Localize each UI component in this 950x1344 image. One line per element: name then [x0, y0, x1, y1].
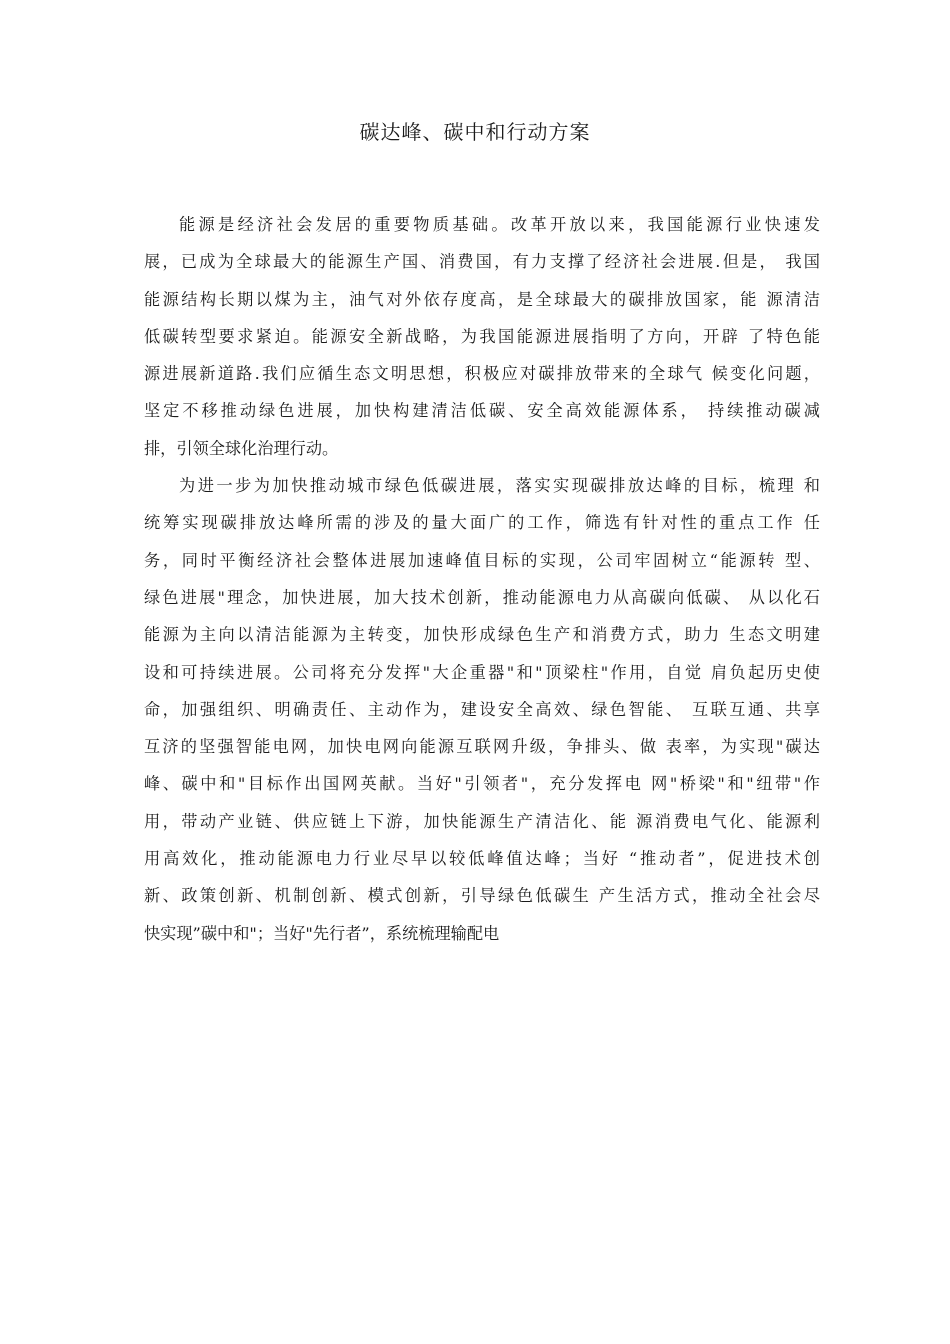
paragraph-2: [144, 471, 820, 956]
paragraph-line: 低碳转型要求紧迫。能源安全新战略，为我国能源进展指明了方向，开辟 了特色能: [144, 326, 820, 346]
document-title: 碳达峰、碳中和行动方案: [359, 120, 591, 144]
paragraph-line: 务，同时平衡经济社会整体进展加速峰值目标的实现，公司牢固树立“能源转 型、: [144, 550, 820, 570]
paragraph-line: 设和可持续进展。公司将充分发挥"大企重器"和"顶梁柱"作用，自觉 肩负起历史使: [144, 662, 820, 682]
paragraph-line: 命，加强组织、明确责任、主动作为，建设安全高效、绿色智能、 互联互通、共享: [144, 699, 820, 719]
paragraph-line: 用，带动产业链、供应链上下游，加快能源生产清洁化、能 源消费电气化、能源利: [144, 811, 820, 831]
paragraph-line: 用高效化，推动能源电力行业尽早以较低峰值达峰；当好 “推动者”，促进技术创: [144, 849, 820, 869]
paragraph-line: 能源为主向以清洁能源为主转变，加快形成绿色生产和消费方式，助力 生态文明建: [144, 625, 820, 645]
paragraph-line: 互济的坚强智能电网，加快电网向能源互联网升级，争排头、做 表率，为实现"碳达: [144, 737, 820, 757]
paragraph-line: 绿色进展"理念，加快进展，加大技术创新，推动能源电力从高碳向低碳、 从以化石: [144, 587, 820, 607]
paragraph-line: 能源结构长期以煤为主，油气对外依存度高，是全球最大的碳排放国家，能 源清洁: [144, 289, 820, 309]
paragraph-line: 为进一步为加快推动城市绿色低碳进展，落实实现碳排放达峰的目标，梳理 和: [179, 476, 820, 496]
paragraph-line: 峰、碳中和"目标作出国网英献。当好"引领者"，充分发挥电 网"桥梁"和"纽带"作: [144, 774, 820, 794]
paragraph-1: [144, 210, 820, 471]
paragraph-line: 坚定不移推动绿色进展，加快构建清洁低碳、安全高效能源体系， 持续推动碳减: [144, 401, 820, 421]
paragraph-line: 新、政策创新、机制创新、模式创新，引导绿色低碳生 产生活方式，推动全社会尽: [144, 886, 820, 906]
paragraph-line: 源进展新道路.我们应循生态文明思想，积极应对碳排放带来的全球气 候变化问题，: [144, 364, 820, 384]
paragraph-line: 展，已成为全球最大的能源生产国、消费国，有力支撑了经济社会进展.但是， 我国: [144, 252, 820, 272]
paragraph-line: 排，引领全球化治理行动。: [144, 438, 339, 458]
paragraph-line: 快实现”碳中和"；当好"先行者”，系统梳理输配电: [144, 923, 500, 943]
paragraph-line: 统筹实现碳排放达峰所需的涉及的量大面广的工作，筛选有针对性的重点工作 任: [144, 513, 820, 533]
document-body: [144, 210, 820, 956]
paragraph-line: 能源是经济社会发居的重要物质基础。改革开放以来，我国能源行业快速发: [179, 215, 820, 234]
